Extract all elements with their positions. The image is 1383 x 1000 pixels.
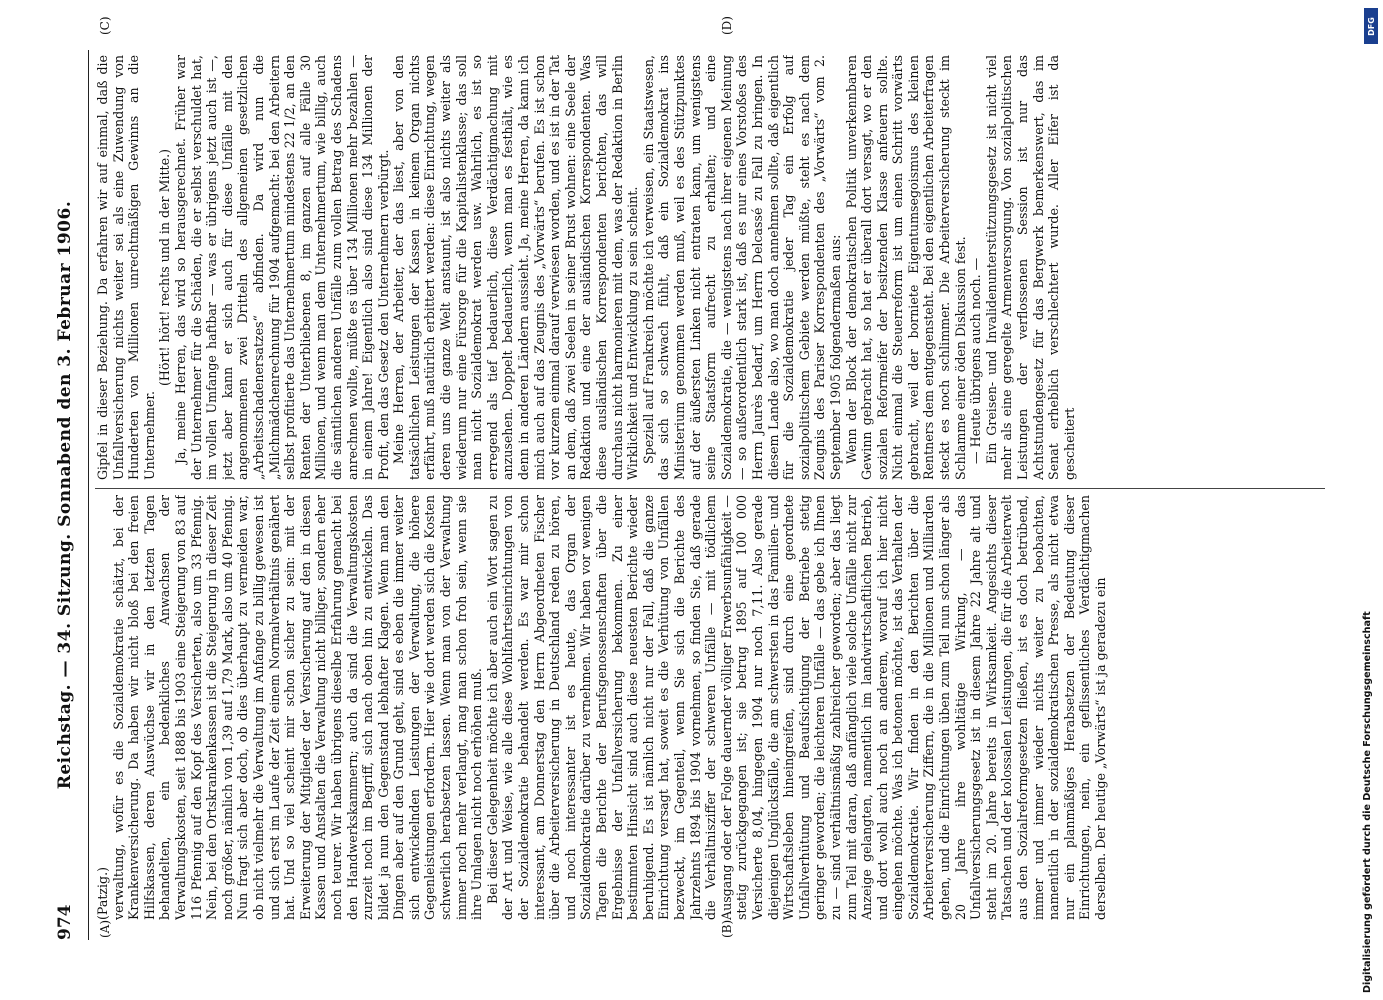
paragraph: Meine Herren, der Arbeiter, der das liest, aber von den tatsächlichen Leistungen der Kassen in keinem Organ nichts erfährt, muß natürlich erbittert werden: diese Einrichtung, wegen deren uns die ganze Welt anstaunt, ist also nichts weiter als wiederum nur eine Fürsorge für die Kapitalistenklasse; das soll man nicht Sozialdemokrat werden usw. Wahrlich, es ist so erregend als tief bedauerlich, diese Verdächtigmachung mit anzusehen. Doppelt bedauerlich, wenn man es festhält, wie es denn in anderen Ländern aussieht. Ja, meine Herren, da kann ich mich auch auf das Zeugnis des „Vorwärts“ berufen. Es ist schon vor kurzem einmal darauf verwiesen worden, und es ist in der Tat an dem, daß zwei Seelen in seiner Brust wohnen: eine Seele der Redaktion und eine der ausländischen Korrespondenten. Was diese ausländischen Korrespondenten berichten, das will durchaus nicht harmonieren mit dem, was der Redaktion in Berlin Wirklichkeit und Entwicklung zu sein scheint.	[391, 55, 641, 480]
paragraph: Ja, meine Herren, das wird so herausgerechnet. Früher war der Unternehmer für die Schäden, die er selbst verschuldet hat, im vollen Umfange haftbar — was er übrigens jetzt auch ist —, jetzt aber kann er sich auch für diese Unfälle mit den angenommenen zwei Dritteln des allgemeinen gesetzlichen „Arbeitsschadenersatzes“ abfinden. Da wird nun die „Milchmädchenrechnung für 1904 aufgemacht: bei den Arbeitern selbst profitierte das Unternehmertum mindestens 22 1/2, an den Renten der Unterbliebenen 8, im ganzen auf alle Fälle 30 Millionen, und wenn man dem Unternehmertum, wie billig, auch die sämtlichen anderen Unfälle zum vollen Betrag des Schadens anrechnen wollte, müßte es über 134 Millionen mehr bezahlen — in einem Jahre! Eigentlich also sind diese 134 Millionen der Profit, den das Gesetz den Unternehmern verbürgt.	[172, 55, 391, 480]
digitization-credit	[1354, 8, 1382, 993]
left-column	[95, 495, 1325, 920]
speaker-name: (Patzig.)	[95, 866, 110, 920]
page-number: 974	[55, 904, 75, 940]
running-title: Reichstag. — 34. Sitzung. Sonnabend den 3. Februar 1906.	[55, 200, 75, 790]
margin-marker-c: (C)	[98, 16, 112, 35]
interjection: (Hört! hört! rechts und in der Mitte.)	[157, 149, 173, 387]
margin-marker-d: (D)	[720, 16, 734, 35]
aside: — Heute übrigens auch noch. —	[968, 257, 984, 464]
margin-marker-b: (B)	[720, 919, 734, 938]
header-rule	[88, 50, 89, 940]
quotation: Ein Greisen- und Invalidenunterstützungsgesetz ist nicht viel mehr als eine geregelte Armenversorgung. Von sozialpolitischen Leistungen der verflossenen Session ist nur das Achtstundengesetz für das Bergwerk bemerkenswert, das im Senat erheblich verschlechtert wurde. Aller Eifer ist da gescheitert	[983, 55, 1077, 480]
column-divider	[95, 488, 1325, 489]
paragraph: Gipfel in dieser Beziehung. Da erfahren wir auf einmal, daß die Unfallversicherung nichts weiter sei als eine Zuwendung von Hunderten von Millionen unrechtmäßigen Gewinns an die Unternehmer.	[95, 55, 157, 480]
quotation: Wenn der Block der demokratischen Politik unverkennbaren Gewinn gebracht hat, so hat er überall dort versagt, wo er den sozialen Reformeifer der besitzenden Klasse anfeuern sollte. Nicht einmal die Steuerreform ist um einen Schritt vorwärts gebracht, weil der borniete Eigentumsegoismus des kleinen Rentners dem entgegensteht. Bei den eigentlichen Arbeiterfragen steckt es noch schlimmer. Die Arbeiterversicherung steckt im Schlamme einer öden Diskussion fest.	[843, 55, 968, 480]
paragraph: Bei dieser Gelegenheit möchte ich aber auch ein Wort sagen zu der Art und Weise, wie alle diese Wohlfahrtseinrichtungen von der Sozialdemokratie behandelt werden. Es war mir schon interessant, am Donnerstag den Herrn Abgeordneten Fischer über die Arbeiterversicherung in Deutschland reden zu hören, und noch interessanter ist es heute, das Organ der Sozialdemokratie darüber zu vernehmen. Wir haben vor wenigen Tagen die Berichte der Berufsgenossenschaften über die Ergebnisse der Unfallversicherung bekommen. Zu einer bestimmten Hinsicht sind auch diese neuesten Berichte wieder beruhigend. Es ist nämlich nicht nur der Fall, daß die ganze Einrichtung versagt hat, soweit es die Verhütung von Unfällen bezweckt, im Gegenteil, wenn Sie sich die Berichte des Jahrzehnts 1894 bis 1904 vornehmen, so finden Sie, daß gerade die Verhältnisziffer der schweren Unfälle — mit tödlichem Ausgang oder der Folge dauernder völliger Erwerbsunfähigkeit — stetig zurückgegangen ist; sie betrug 1895 auf 100 000 Versicherte 8,04, hingegen 1904 nur noch 7,11. Also gerade diejenigen Unglücksfälle, die am schwersten in das Familien- und Wirtschaftsleben hineingreifen, sind durch eine geordnete Unfallverhütung und Beaufsichtigung der Betriebe stetig geringer geworden; die leichteren Unfälle — das gebe ich Ihnen zu — sind verhältnismäßig zahlreicher geworden; aber das liegt zum Teil mit daran, daß anfänglich viele solche Unfälle nicht zur Anzeige gelangten, namentlich im landwirtschaftlichen Betrieb, und dort wohl auch noch an anderem, worauf ich hier nicht eingehen möchte. Was ich betonen möchte, ist das Verhalten der Sozialdemokratie. Wir finden in den Berichten über die Arbeiterversicherung Ziffern, die in die Millionen und Milliarden gehen, und die Einrichtungen üben zum Teil nun schon länger als 20 Jahre ihre wohltätige Wirkung, — das Unfallversicherungsgesetz ist in diesem Jahre 22 Jahre alt und steht im 20. Jahre bereits in Wirksamkeit. Angesichts dieser Tatsachen und der kolossalen Leistungen, die für die Arbeiterwelt aus den Sozialreformgesetzen fließen, ist es doch betrübend, immer und immer wieder nichts weiter zu beobachten, namentlich in der sozialdemokratischen Presse, als nicht etwa nur ein planmäßiges Herabsetzen der Bedeutung dieser Einrichtungen, nein, ein geflissentliches Verdächtigmachen derselben. Der heutige „Vorwärts“ ist ja geradezu ein	[484, 495, 1108, 920]
dfg-logo-text: DFG	[1366, 16, 1376, 36]
digitization-credit-text: Digitalisierung gefördert durch die Deutsche Forschungsgemeinschaft	[1362, 611, 1373, 993]
margin-marker-a: (A)	[98, 919, 112, 938]
paragraph: verwaltung, wofür es die Sozialdemokratie schätzt, bei der Krankenversicherung. Da haben wir nicht bloß bei den freien Hilfskassen, deren Auswüchse wir in den letzten Tagen behandelten, ein bedenkliches Anwachsen der Verwaltungskosten, seit 1888 bis 1903 eine Steigerung von 83 auf 116 Pfennig auf den Kopf des Versicherten, also um 33 Pfennig. Nein, bei den Ortskrankenkassen ist die Steigerung in dieser Zeit noch größer, nämlich von 1,39 auf 1,79 Mark, also um 40 Pfennig. Nun fragt sich aber doch, ob dies überhaupt zu vermeiden war, ob nicht vielmehr die Verwaltung im Anfange zu billig gewesen ist und sich erst im Laufe der Zeit einem Normalverhältnis genähert hat. Und so viel scheint mir schon sicher zu sein: mit der Erweiterung der Mitglieder der Versicherung auf den in diesen Kassen und Anstalten die Verwaltung nicht billiger, sondern eher noch teurer. Wir haben übrigens dieselbe Erfahrung gemacht bei den Handwerkskammern; auch da sind die Verwaltungskosten zurzeit noch im Begriff, sich nach oben hin zu entwickeln. Das bildet ja nun den Gegenstand lebhafter Klagen. Wenn man den Dingen aber auf den Grund geht, sind es eben die immer weiter sich entwickelnden Leistungen der Verwaltung, die höhere Gegenleistungen erfordern. Hier wie dort werden sich die Kosten schwerlich herabsetzen lassen. Wenn man von der Verwaltung immer noch mehr verlangt, mag man schon froh sein, wenn sie ihre Umlagen nicht noch erhöhen muß.	[110, 495, 485, 920]
page-header	[55, 50, 83, 940]
right-column	[95, 55, 1325, 480]
paragraph: Speziell auf Frankreich möchte ich verweisen, ein Staatswesen, das sich so schwach fühlt, daß ein Sozialdemokrat ins Ministerium genommen werden muß, weil es des Stützpunktes auf der äußersten Linken nicht entraten kann, um wenigstens seine Staatsform aufrecht zu erhalten; und eine Sozialdemokratie, die — wenigstens nach ihrer eigenen Meinung — so außerordentlich stark ist, daß es nur eines Vorstoßes des Herrn Jaurès bedarf, um Herrn Delcassé zu Fall zu bringen. In diesem Lande also, wo man doch annehmen sollte, daß eigentlich für die Sozialdemokratie jeder Tag ein Erfolg auf sozialpolitischem Gebiete werden müßte, steht es nach dem Zeugnis des Pariser Korrespondenten des „Vorwärts“ vom 2. September 1905 folgendermaßen aus:	[640, 55, 843, 480]
